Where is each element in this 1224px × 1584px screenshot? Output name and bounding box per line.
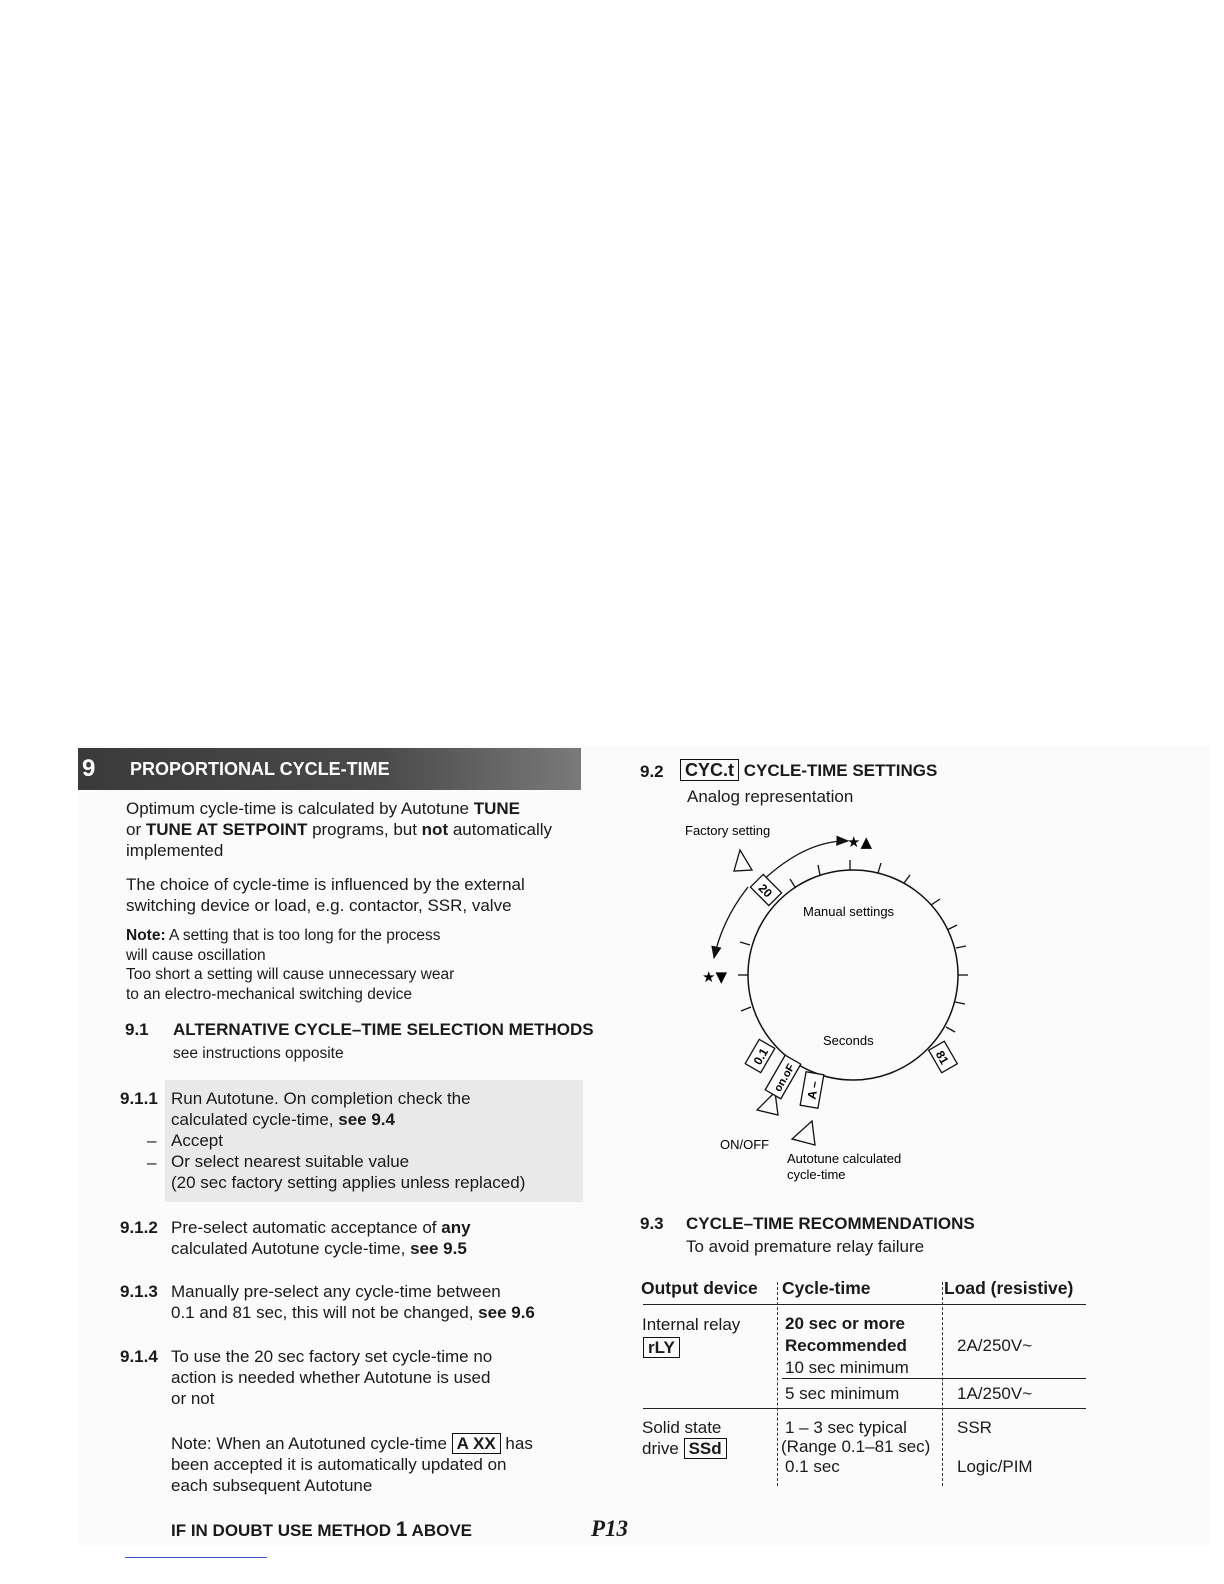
doubt-line: IF IN DOUBT USE METHOD 1 ABOVE bbox=[171, 1518, 473, 1541]
relay-label: Internal relay bbox=[642, 1315, 741, 1334]
s911-number: 9.1.1 bbox=[120, 1089, 158, 1108]
table-rule-section bbox=[643, 1408, 1086, 1409]
table-rule-top bbox=[643, 1304, 1086, 1305]
load-logic: Logic/PIM bbox=[957, 1457, 1033, 1476]
cycle-5sec: 5 sec minimum bbox=[785, 1384, 900, 1403]
key-onof bbox=[765, 1055, 801, 1099]
s914-note: Note: When an Autotuned cycle-time A XX has been accepted it is automatically updated on each subsequent Autotune bbox=[171, 1434, 533, 1495]
ss-label-1: Solid state bbox=[642, 1418, 722, 1437]
s914-text: To use the 20 sec factory set cycle-time no action is needed whether Autotune is used or not bbox=[171, 1347, 493, 1408]
table-divider-2 bbox=[942, 1282, 943, 1486]
onoff-label: ON/OFF bbox=[720, 1137, 770, 1152]
table-header-cycle: Cycle-time bbox=[782, 1278, 871, 1298]
ss-label-2-wrap: drive SSd bbox=[642, 1438, 727, 1459]
cyct-box: CYC.t bbox=[680, 759, 739, 781]
s93-title: CYCLE–TIME RECOMMENDATIONS bbox=[686, 1214, 975, 1233]
note-label: Note: bbox=[126, 927, 166, 944]
autotune-triangle bbox=[792, 1121, 815, 1145]
load-1a: 1A/250V~ bbox=[957, 1384, 1033, 1403]
cycle-time-dial bbox=[640, 815, 1080, 1195]
factory-setting-label: Factory setting bbox=[685, 823, 771, 838]
cycle-recommended: Recommended bbox=[785, 1336, 907, 1355]
s91-number: 9.1 bbox=[125, 1020, 149, 1039]
key-20 bbox=[750, 874, 781, 905]
s911-text: Run Autotune. On completion check the calculated cycle-time, see 9.4 Accept Or select nearest suitable value (20 sec factory setting applies unless replaced) bbox=[171, 1089, 526, 1192]
s92-number: 9.2 bbox=[640, 762, 664, 781]
note-block: Note: A setting that is too long for the process will cause oscillation Too short a setting will cause unnecessary wear to an electro-mechanical switching device bbox=[126, 927, 455, 1003]
s914-number: 9.1.4 bbox=[120, 1347, 158, 1366]
section-header bbox=[78, 748, 581, 790]
page-number: P13 bbox=[591, 1516, 629, 1541]
key-0-1 bbox=[745, 1039, 775, 1072]
section-number: 9 bbox=[82, 755, 96, 782]
svg-text:81: 81 bbox=[932, 1048, 952, 1067]
seconds-label: Seconds bbox=[823, 1033, 874, 1048]
svg-text:20: 20 bbox=[755, 881, 775, 901]
relay-box-wrap bbox=[643, 1337, 680, 1358]
s91-title: ALTERNATIVE CYCLE–TIME SELECTION METHODS bbox=[173, 1020, 594, 1039]
table-divider-1 bbox=[777, 1282, 778, 1486]
arrow-up bbox=[760, 841, 848, 883]
intro-paragraph-2: The choice of cycle-time is influenced by the external switching device or load, e.g. contactor, SSR, valve bbox=[126, 875, 525, 915]
section-title: PROPORTIONAL CYCLE-TIME bbox=[130, 758, 390, 779]
s92-heading: CYC.t CYCLE-TIME SETTINGS bbox=[680, 760, 937, 781]
svg-text:0.1: 0.1 bbox=[750, 1045, 772, 1068]
star-down-marker: ★▼ bbox=[702, 968, 727, 986]
ss-typical: 1 – 3 sec typical bbox=[785, 1418, 907, 1437]
table-header-load: Load (resistive) bbox=[944, 1278, 1074, 1298]
intro-paragraph-1: Optimum cycle-time is calculated by Autotune TUNE or TUNE AT SETPOINT programs, but not automatically implemented bbox=[126, 799, 553, 860]
key-a bbox=[800, 1072, 824, 1109]
link-underline bbox=[125, 1557, 267, 1558]
svg-text:A –: A – bbox=[804, 1079, 822, 1101]
ss-01sec: 0.1 sec bbox=[785, 1457, 840, 1476]
s912-number: 9.1.2 bbox=[120, 1218, 158, 1237]
s93-number: 9.3 bbox=[640, 1214, 664, 1233]
svg-text:on.oF: on.oF bbox=[772, 1062, 798, 1094]
s93-subtitle: To avoid premature relay failure bbox=[686, 1237, 925, 1256]
manual-settings-label: Manual settings bbox=[803, 904, 895, 919]
table-header-output: Output device bbox=[641, 1278, 758, 1298]
autotune-label-2: cycle-time bbox=[787, 1167, 846, 1182]
s911-dash-2: – bbox=[147, 1153, 157, 1172]
arrow-down bbox=[714, 887, 748, 958]
dial-circle bbox=[748, 870, 958, 1080]
ss-range: (Range 0.1–81 sec) bbox=[781, 1437, 931, 1456]
cycle-10sec: 10 sec minimum bbox=[785, 1358, 909, 1377]
s92-subtitle: Analog representation bbox=[687, 787, 854, 806]
s911-dash-1: – bbox=[147, 1131, 157, 1150]
ssd-box: SSd bbox=[684, 1438, 727, 1459]
s91-subtitle: see instructions opposite bbox=[173, 1045, 344, 1062]
s913-text: Manually pre-select any cycle-time between 0.1 and 81 sec, this will not be changed, see 9.6 bbox=[171, 1282, 535, 1322]
cycle-20sec: 20 sec or more bbox=[785, 1314, 906, 1333]
autotune-value-box: A XX bbox=[452, 1433, 501, 1454]
load-ssr: SSR bbox=[957, 1418, 992, 1437]
table-rule-mid-load bbox=[940, 1378, 1086, 1379]
autotune-label-1: Autotune calculated bbox=[787, 1151, 902, 1166]
table-rule-mid-cycle bbox=[782, 1378, 945, 1379]
s912-text: Pre-select automatic acceptance of any calculated Autotune cycle-time, see 9.5 bbox=[171, 1218, 471, 1258]
s913-number: 9.1.3 bbox=[120, 1282, 158, 1301]
load-2a: 2A/250V~ bbox=[957, 1336, 1033, 1355]
factory-triangle bbox=[734, 850, 752, 871]
rly-box: rLY bbox=[643, 1337, 680, 1358]
star-up-marker: ★▲ bbox=[847, 833, 872, 851]
key-81 bbox=[929, 1041, 958, 1073]
